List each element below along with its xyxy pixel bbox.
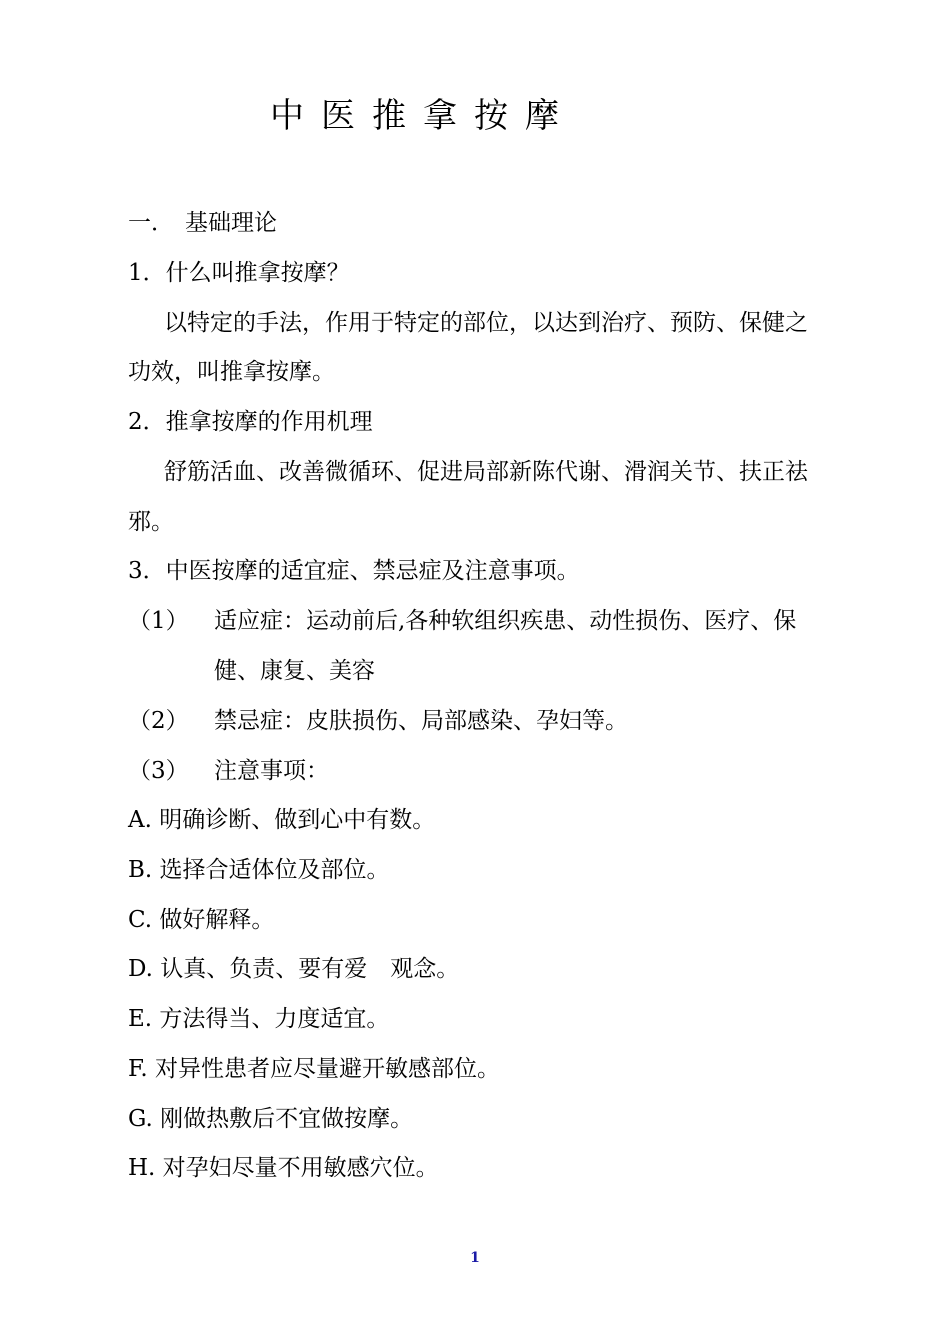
- note-g: G. 刚做热敷后不宜做按摩。: [128, 1106, 414, 1132]
- item-text: 禁忌症：皮肤损伤、局部感染、孕妇等。: [214, 708, 628, 734]
- q1-body-line2: 功效，叫推拿按摩。: [128, 359, 335, 385]
- item-number: （2）: [128, 708, 189, 734]
- q1-body-line1: 以特定的手法，作用于特定的部位，以达到治疗、预防、保健之: [164, 310, 808, 336]
- q3-item-2: [128, 706, 628, 736]
- item-text: 适应症：运动前后,各种软组织疾患、动性损伤、医疗、保: [214, 608, 797, 634]
- page-number: 1: [470, 1250, 480, 1266]
- note-b: B. 选择合适体位及部位。: [128, 857, 390, 883]
- note-a: A. 明确诊断、做到心中有数。: [128, 807, 436, 833]
- item-number: （3）: [128, 758, 189, 784]
- section-number: 一．: [128, 210, 174, 236]
- section-heading: [128, 208, 277, 238]
- q2-body-line1: 舒筋活血、改善微循环、促进局部新陈代谢、滑润关节、扶正祛: [164, 459, 808, 485]
- q3-item-1: [128, 606, 796, 636]
- q2-heading: 2．推拿按摩的作用机理: [128, 409, 373, 435]
- note-c: C. 做好解释。: [128, 907, 275, 933]
- document-title: 中医推拿按摩: [270, 96, 576, 136]
- q1-heading: 1．什么叫推拿按摩？: [128, 260, 350, 286]
- item-text: 注意事项：: [214, 758, 329, 784]
- note-f: F. 对异性患者应尽量避开敏感部位。: [128, 1056, 500, 1082]
- q3-item-3: [128, 756, 329, 786]
- note-d: D. 认真、负责、要有爱 观念。: [128, 956, 460, 982]
- q2-body-line2: 邪。: [128, 509, 174, 535]
- note-e: E. 方法得当、力度适宜。: [128, 1006, 390, 1032]
- section-title: 基础理论: [185, 210, 277, 236]
- q3-item-1-continuation: 健、康复、美容: [214, 658, 375, 684]
- q3-heading: 3．中医按摩的适宜症、禁忌症及注意事项。: [128, 558, 580, 584]
- note-h: H. 对孕妇尽量不用敏感穴位。: [128, 1155, 439, 1181]
- item-number: （1）: [128, 608, 189, 634]
